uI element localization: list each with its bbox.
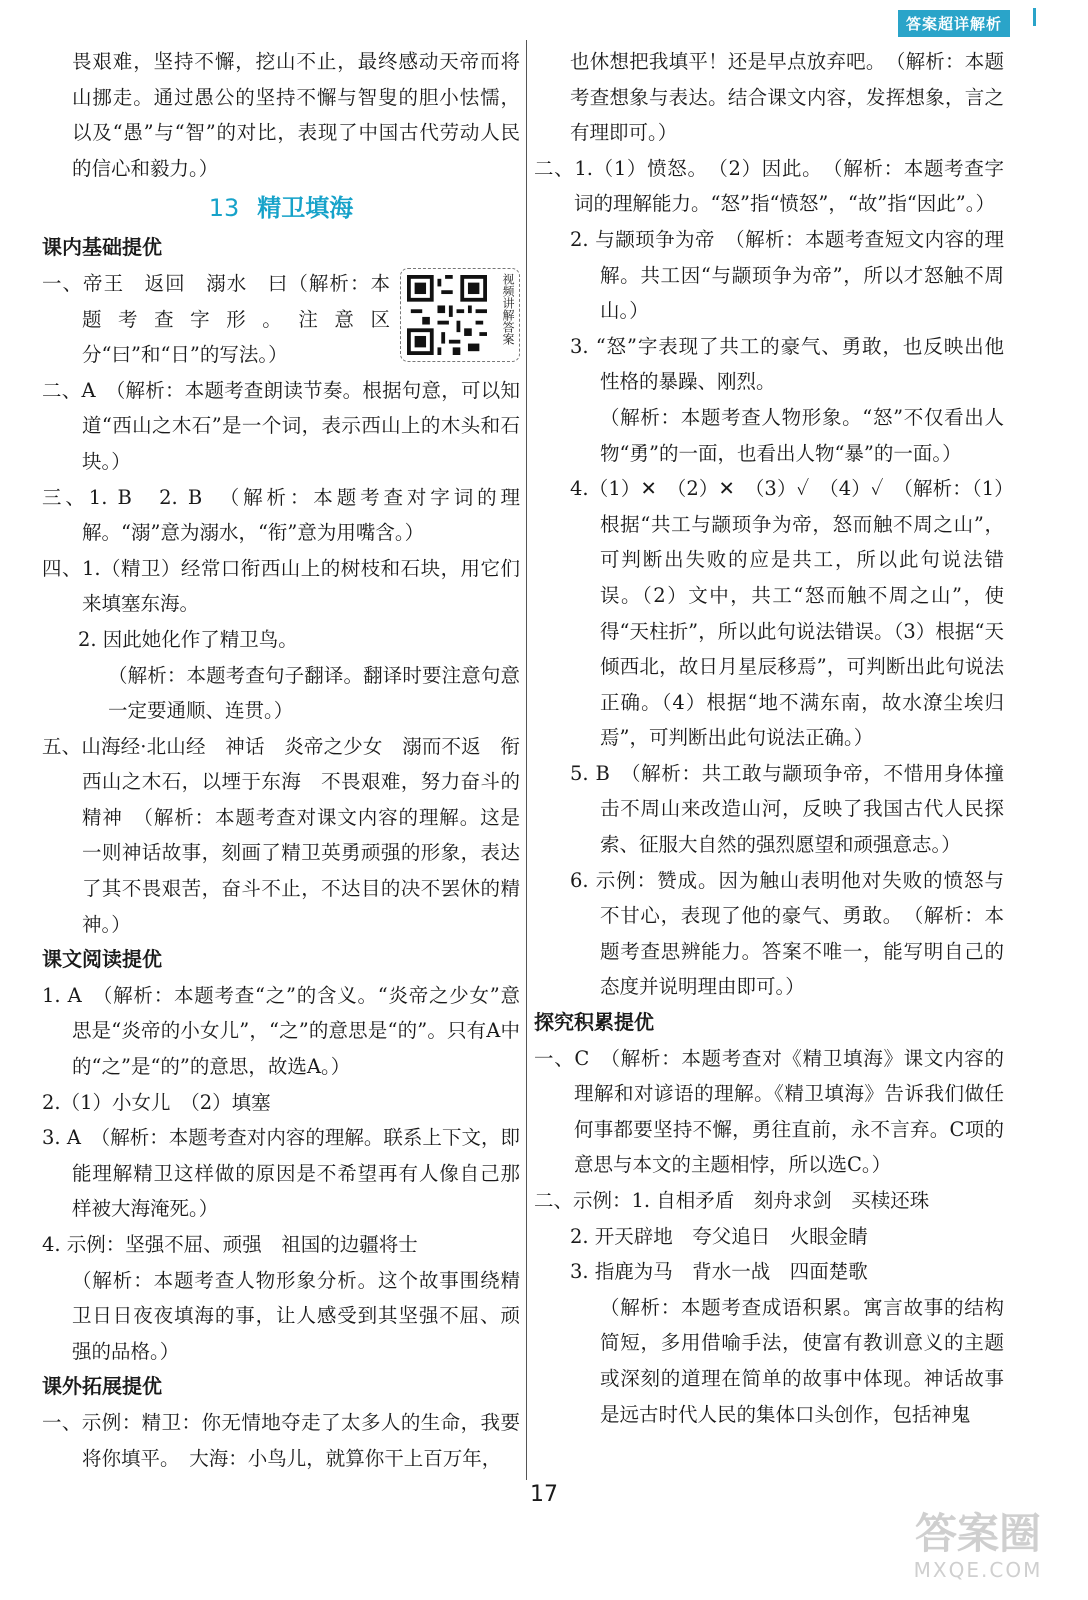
answer-item: 三、1. B 2. B （解析：本题考查对字词的理解。“溺”意为溺水，“衔”意为用嘴含。）: [42, 485, 520, 545]
intro-text: 畏艰难，坚持不懈，挖山不止，最终感动天帝而将山挪走。通过愚公的坚持不懈与智叟的胆小怯懦，以及“愚”与“智”的对比，表现了中国古代劳动人民的信心和毅力。）: [72, 50, 520, 180]
answer-subitem: 2. 与颛顼争为帝 （解析：本题考查短文内容的理解。共工因“与颛顼争为帝”，所以才怒触不周山。）: [570, 227, 1004, 323]
answer-subitem: 5. B （解析：共工敢与颛顼争帝，不惜用身体撞击不周山来改造山河，反映了我国古代人民探索、征服大自然的强烈愿望和顽强意志。）: [570, 761, 1004, 857]
answer-item: 二、1.（1）愤怒。 （2）因此。 （解析：本题考查字词的理解能力。“怒”指“愤怒”，“故”指“因此”。）: [534, 156, 1004, 216]
right-column: [534, 44, 1004, 1432]
section-title: 课外拓展提优: [42, 1374, 162, 1399]
answer-item: 4. 示例：坚强不屈、顽强 祖国的边疆将士: [42, 1233, 418, 1256]
lesson-number: 13: [208, 194, 240, 223]
answer-item: 二、示例：1. 自相矛盾 刻舟求剑 买椟还珠: [534, 1189, 930, 1212]
qr-code-icon: [407, 275, 487, 355]
watermark: [888, 1510, 1068, 1590]
left-column: [42, 44, 520, 1476]
answer-item: 五、山海经·北山经 神话 炎帝之少女 溺而不返 衔西山之木石，以堙于东海 不畏艰难，努力奋斗的精神 （解析：本题考查对课文内容的理解。这是一则神话故事，刻画了精卫英勇顽强的形象，表达了其不畏艰苦，奋斗不止，不达目的决不罢休的精神。）: [42, 734, 520, 936]
answer-subitem: 4.（1）✕ （2）✕ （3）✓ （4）✓ （解析：（1）根据“共工与颛顼争为帝，怒而触不周之山”，可判断出失败的应是共工，所以此句说法错误。（2）文中，共工“怒而触不周之山”，使得“天柱折”，所以此句说法错误。（3）根据“天倾西北，故日月星辰移焉”，可判断出此句说法正确。（4）根据“地不满东南，故水潦尘埃归焉”，可判断出此句说法正确。）: [570, 477, 1004, 750]
lesson-title: 精卫填海: [257, 194, 354, 223]
lesson-heading: [42, 186, 520, 230]
answer-note: （解析：本题考查人物形象。“怒”不仅看出人物“勇”的一面，也看出人物“暴”的一面。）: [600, 405, 1004, 465]
section-title: 探究积累提优: [534, 1010, 654, 1035]
answer-subitem: 3. “怒”字表现了共工的豪气、勇敢，也反映出他性格的暴躁、刚烈。: [570, 334, 1004, 394]
header-mark: [1033, 8, 1036, 26]
column-divider: [526, 40, 527, 1480]
intro-text: 也休想把我填平！还是早点放弃吧。 （解析：本题考查想象与表达。结合课文内容，发挥想象，言之有理即可。）: [570, 50, 1004, 145]
answer-item: 一、帝王 返回 溺水 曰（解析：本题考查字形。注意区分“曰”和“日”的写法。）: [42, 271, 390, 367]
qr-code-box[interactable]: [400, 268, 520, 362]
section-title: 课内基础提优: [42, 235, 162, 260]
qr-caption: 视频讲解答案: [501, 272, 515, 345]
answer-subitem: 6. 示例：赞成。因为触山表明他对失败的愤怒与不甘心，表现了他的豪气、勇敢。 （解析：本题考查思辨能力。答案不唯一，能写明自己的态度并说明理由即可。）: [570, 868, 1004, 999]
answer-item: 四、1.（精卫）经常口衔西山上的树枝和石块，用它们来填塞东海。: [42, 556, 520, 616]
answer-note: （解析：本题考查成语积累。寓言故事的结构简短，多用借喻手法，使富有教训意义的主题或深刻的道理在简单的故事中体现。神话故事是远古时代人民的集体口头创作，包括神鬼: [600, 1295, 1004, 1426]
answer-subitem: 3. 指鹿为马 背水一战 四面楚歌: [570, 1260, 868, 1284]
answer-item: 一、C （解析：本题考查对《精卫填海》课文内容的理解和对谚语的理解。《精卫填海》告诉我们做任何事都要坚持不懈，勇往直前，永不言弃。C项的意思与本文的主题相悖，所以选C。）: [534, 1046, 1004, 1177]
answer-note: （解析：本题考查人物形象分析。这个故事围绕精卫日日夜夜填海的事，让人感受到其坚强不屈、顽强的品格。）: [72, 1268, 520, 1363]
answer-subitem: 2. 因此她化作了精卫鸟。: [78, 627, 298, 651]
answer-note: （解析：本题考查句子翻译。翻译时要注意句意一定要通顺、连贯。）: [108, 663, 520, 723]
page-number: 17: [530, 1482, 558, 1507]
header-tag: 答案超详解析: [898, 10, 1010, 37]
answer-item: 1. A （解析：本题考查“之”的含义。“炎帝之少女”意思是“炎帝的小女儿”，“之”的意思是“的”。只有A中的“之”是“的”的意思，故选A。）: [42, 983, 520, 1079]
answer-item: 3. A （解析：本题考查对内容的理解。联系上下文，即能理解精卫这样做的原因是不希望再有人像自己那样被大海淹死。）: [42, 1126, 520, 1221]
watermark-url: MXQE.COM: [913, 1558, 1043, 1582]
answer-item: 二、A （解析：本题考查朗读节奏。根据句意，可以知道“西山之木石”是一个词，表示西山上的木头和石块。）: [42, 378, 520, 473]
answer-item: 一、示例：精卫：你无情地夺走了太多人的生命，我要将你填平。 大海：小鸟儿，就算你干上百万年，: [42, 1410, 520, 1470]
answer-subitem: 2. 开天辟地 夸父追日 火眼金睛: [570, 1224, 868, 1248]
answer-item: 2.（1）小女儿 （2）填塞: [42, 1090, 271, 1114]
watermark-logo: 答案圈: [914, 1509, 1041, 1558]
section-title: 课文阅读提优: [42, 947, 162, 972]
